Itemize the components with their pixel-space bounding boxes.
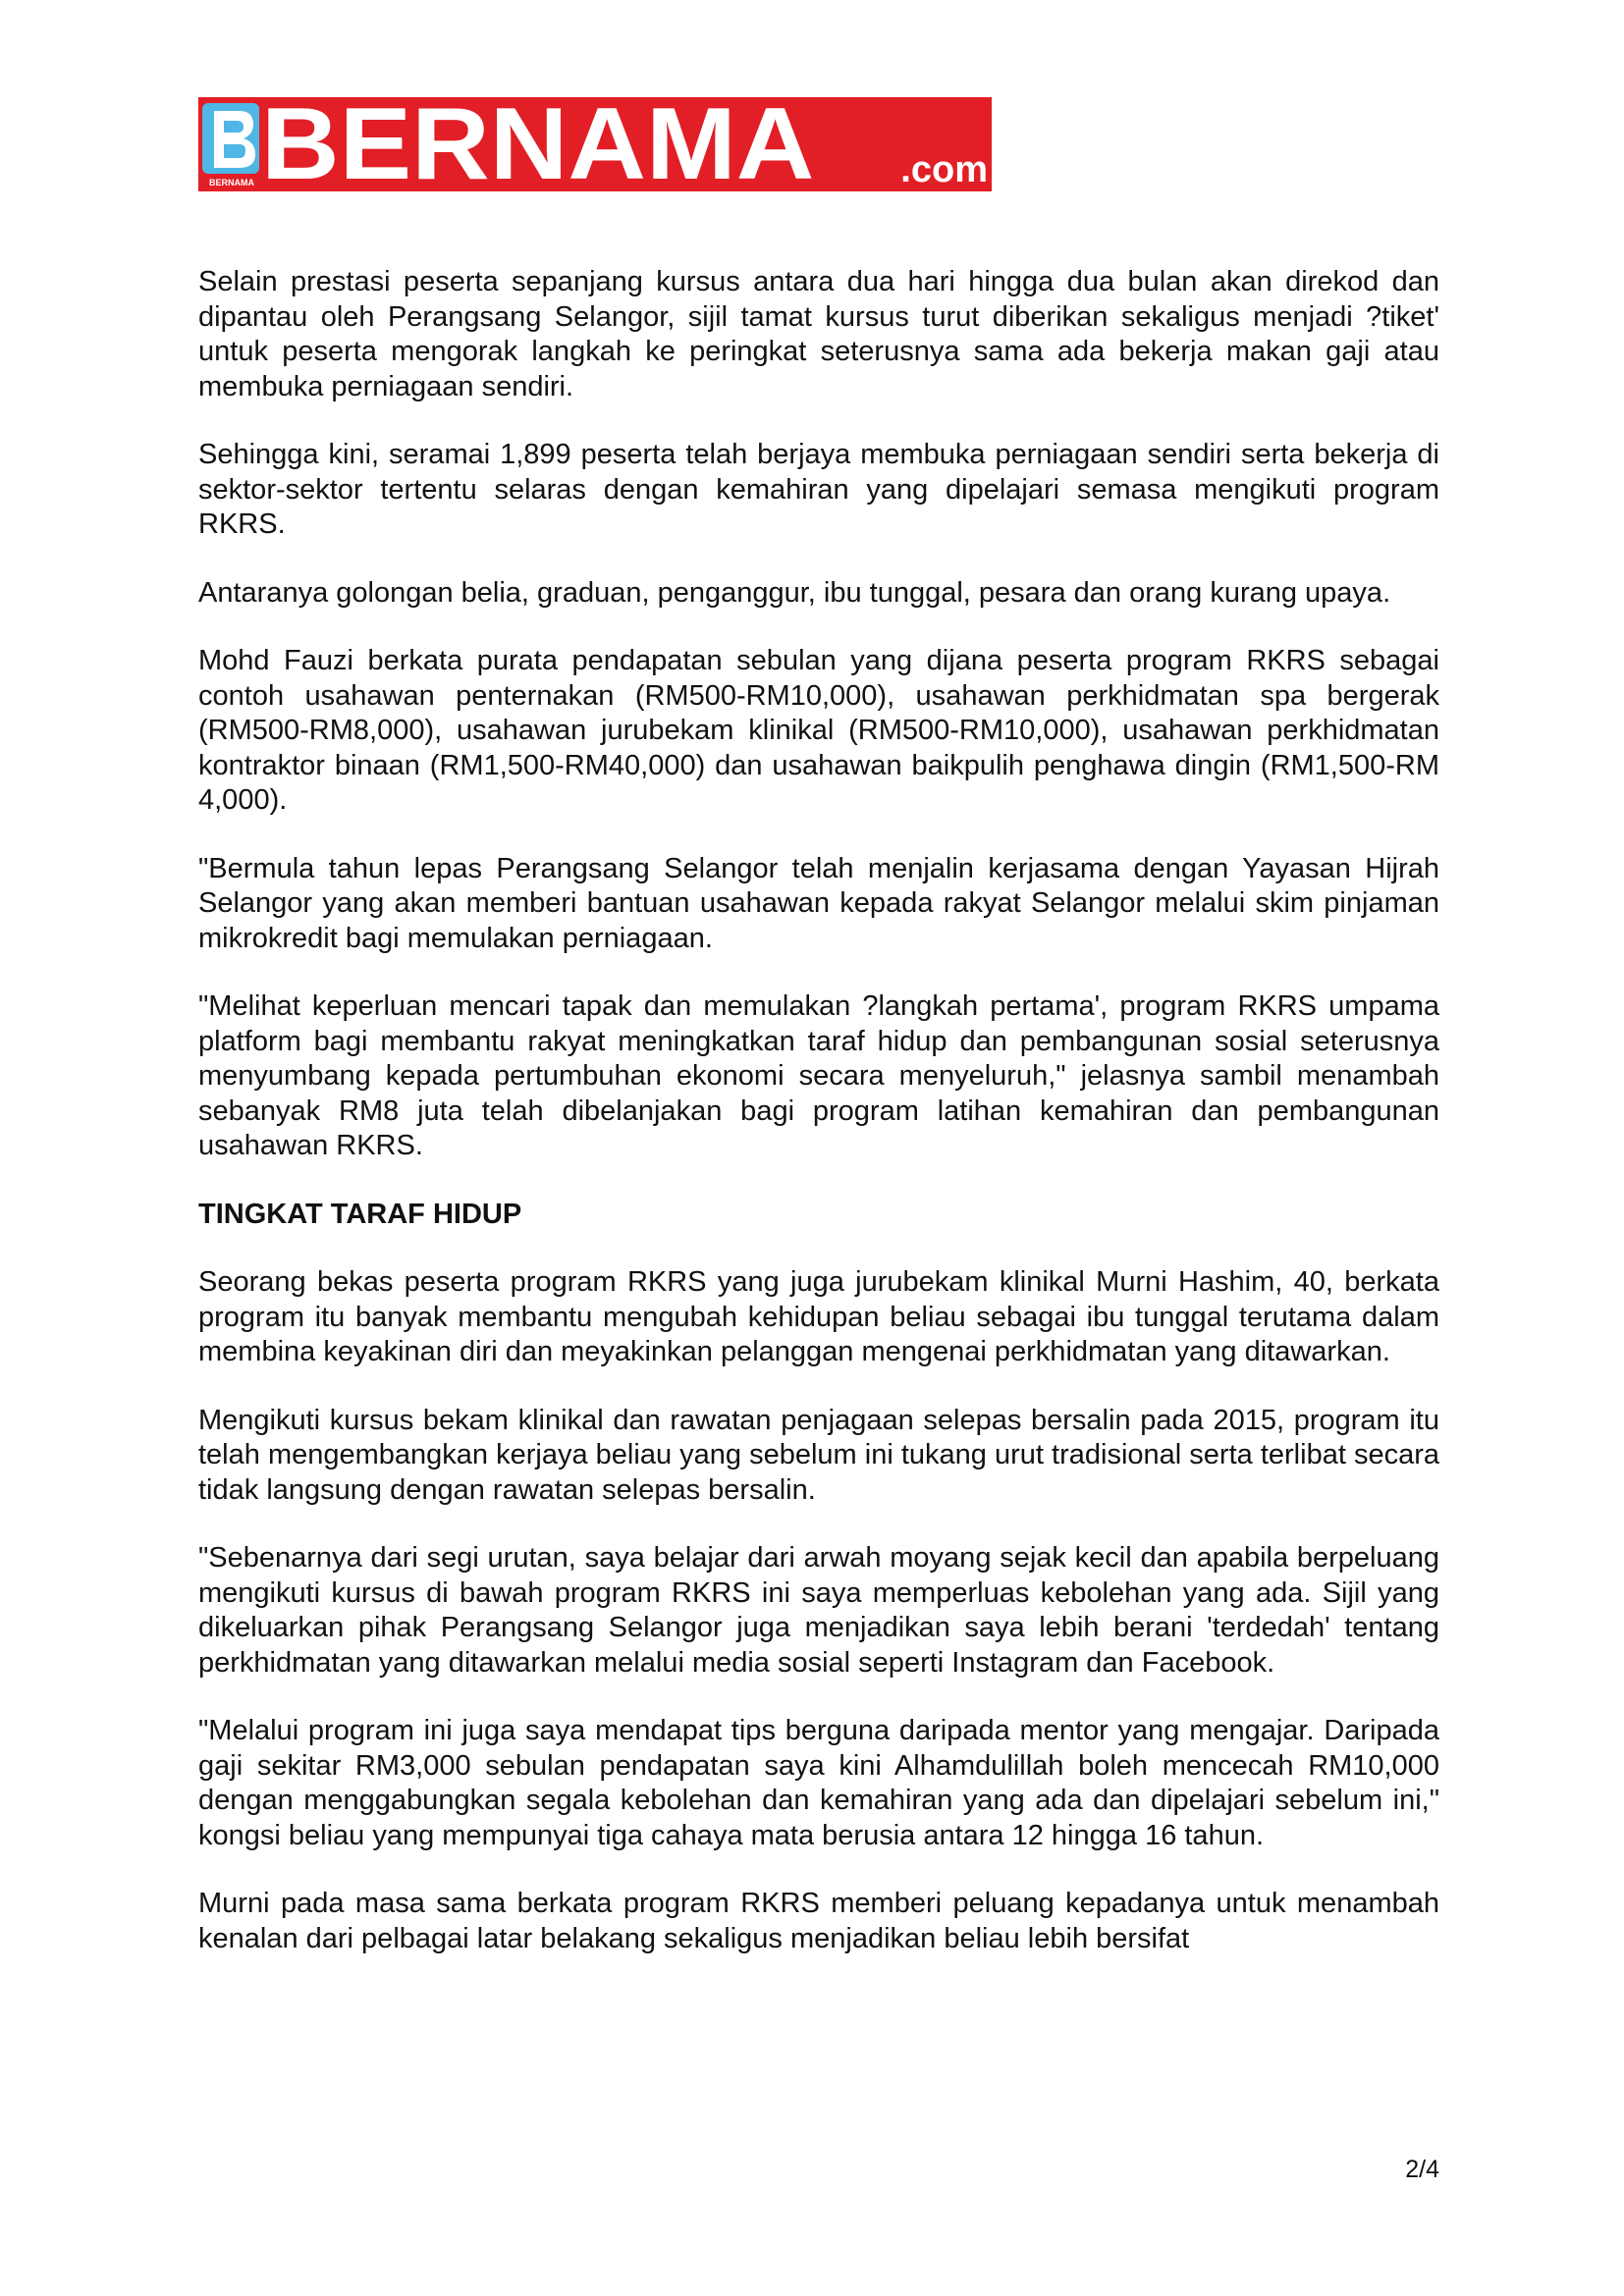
bernama-logo	[198, 97, 992, 191]
paragraph: Sehingga kini, seramai 1,899 peserta telah berjaya membuka perniagaan sendiri serta bekerja di sektor-sektor tertentu selaras dengan kemahiran yang dipelajari semasa mengikuti program RKRS.	[198, 439, 1439, 540]
article-body	[198, 265, 1439, 1990]
paragraph: Selain prestasi peserta sepanjang kursus antara dua hari hingga dua bulan akan direkod dan dipantau oleh Perangsang Selangor, sijil tamat kursus turut diberikan sekaligus menjadi ?tiket' untuk peserta mengorak langkah ke peringkat seterusnya sama ada bekerja makan gaji atau membuka perniagaan sendiri.	[198, 266, 1439, 402]
paragraph: "Bermula tahun lepas Perangsang Selangor telah menjalin kerjasama dengan Yayasan Hijrah Selangor yang akan memberi bantuan usahawan kepada rakyat Selangor melalui skim pinjaman mikrokredit bagi memulakan perniagaan.	[198, 852, 1439, 954]
logo-wordmark: BERNAMA	[261, 97, 815, 191]
paragraph: "Melalui program ini juga saya mendapat tips berguna daripada mentor yang mengajar. Daripada gaji sekitar RM3,000 sebulan pendapatan saya kini Alhamdulillah boleh mencecah RM10,000 dengan menggabungkan segala kebolehan dan kemahiran yang ada dan dipelajari sebelum ini," kongsi beliau yang mempunyai tiga cahaya mata berusia antara 12 hingga 16 tahun.	[198, 1715, 1439, 1851]
logo-suffix: .com	[900, 149, 988, 190]
svg-text:BERNAMA: BERNAMA	[209, 178, 254, 187]
paragraph: "Melihat keperluan mencari tapak dan memulakan ?langkah pertama', program RKRS umpama platform bagi membantu rakyat meningkatkan taraf hidup dan pembangunan sosial seterusnya menyumbang kepada pertumbuhan ekonomi secara menyeluruh," jelasnya sambil menambah sebanyak RM8 juta telah dibelanjakan bagi program latihan kemahiran dan pembangunan usahawan RKRS.	[198, 990, 1439, 1161]
paragraph: Antaranya golongan belia, graduan, penganggur, ibu tunggal, pesara dan orang kurang upaya.	[198, 576, 1391, 609]
paragraph: Mengikuti kursus bekam klinikal dan rawatan penjagaan selepas bersalin pada 2015, program itu telah mengembangkan kerjaya beliau yang sebelum ini tukang urut tradisional serta terlibat secara tidak langsung dengan rawatan selepas bersalin.	[198, 1404, 1439, 1506]
paragraph: Mohd Fauzi berkata purata pendapatan sebulan yang dijana peserta program RKRS sebagai contoh usahawan penternakan (RM500-RM10,000), usahawan perkhidmatan spa bergerak (RM500-RM8,000), usahawan jurubekam klinikal (RM500-RM10,000), usahawan perkhidmatan kontraktor binaan (RM1,500-RM40,000) dan usahawan baikpulih penghawa dingin (RM1,500-RM 4,000).	[198, 645, 1439, 816]
bernama-b-mark-icon	[198, 97, 265, 191]
paragraph: Murni pada masa sama berkata program RKRS memberi peluang kepadanya untuk menambah kenalan dari pelbagai latar belakang sekaligus menjadikan beliau lebih bersifat	[198, 1888, 1439, 1954]
page-number: 2/4	[1405, 2156, 1439, 2183]
paragraph: Seorang bekas peserta program RKRS yang juga jurubekam klinikal Murni Hashim, 40, berkata program itu banyak membantu mengubah kehidupan beliau sebagai ibu tunggal terutama dalam membina keyakinan diri dan meyakinkan pelanggan mengenai perkhidmatan yang ditawarkan.	[198, 1266, 1439, 1367]
section-heading: TINGKAT TARAF HIDUP	[198, 1198, 522, 1230]
paragraph: "Sebenarnya dari segi urutan, saya belajar dari arwah moyang sejak kecil dan apabila berpeluang mengikuti kursus di bawah program RKRS ini saya memperluas kebolehan yang ada. Sijil yang dikeluarkan pihak Perangsang Selangor juga menjadikan saya lebih berani 'terdedah' tentang perkhidmatan yang ditawarkan melalui media sosial seperti Instagram dan Facebook.	[198, 1542, 1439, 1679]
